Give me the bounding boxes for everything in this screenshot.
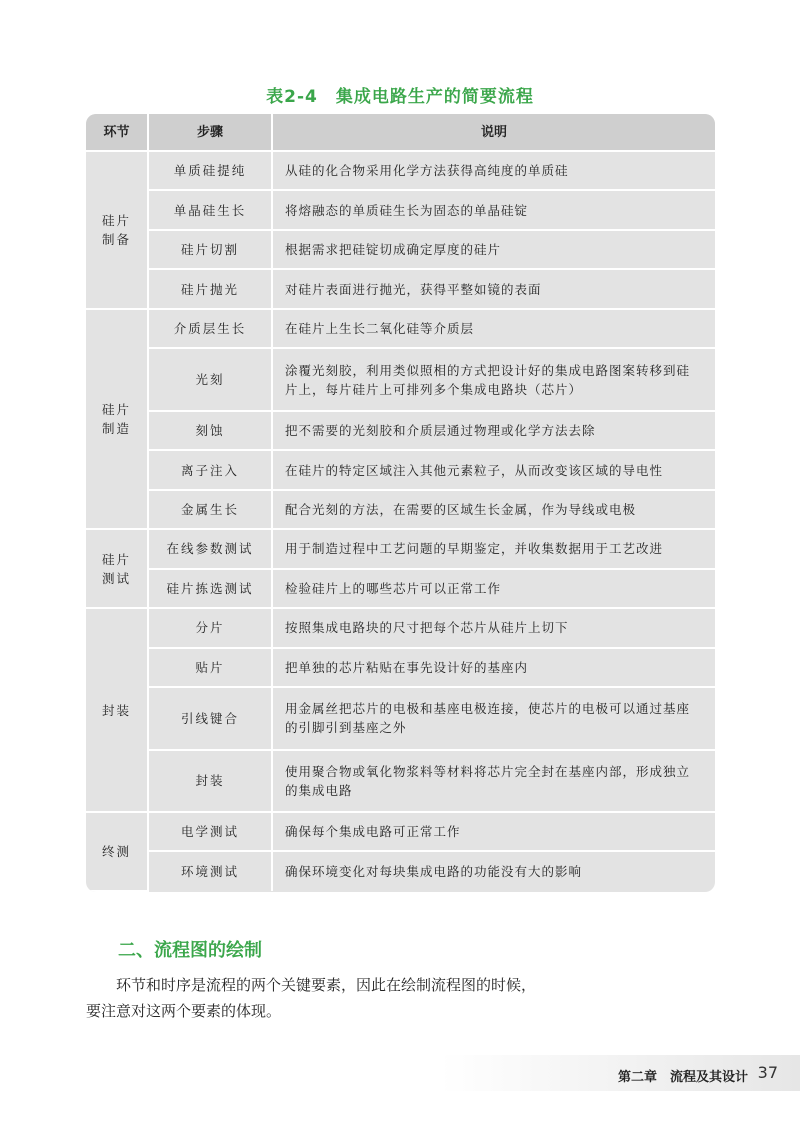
- table-row: [86, 648, 715, 687]
- description-cell: 按照集成电路块的尺寸把每个芯片从硅片上切下: [272, 608, 715, 647]
- table-row: [86, 190, 715, 229]
- stage-cell: 终测: [86, 812, 148, 891]
- step-cell: 单质硅提纯: [148, 151, 272, 190]
- stage-cell: 硅片 测试: [86, 529, 148, 608]
- description-cell: 在硅片的特定区域注入其他元素粒子，从而改变该区域的导电性: [272, 450, 715, 489]
- stage-cell: 封装: [86, 608, 148, 812]
- step-cell: 在线参数测试: [148, 529, 272, 568]
- header-step: 步骤: [148, 114, 272, 151]
- step-cell: 硅片切割: [148, 230, 272, 269]
- paragraph-line-1: 环节和时序是流程的两个关键要素，因此在绘制流程图的时候，: [116, 976, 537, 994]
- footer-chapter: 第二章 流程及其设计: [617, 1070, 748, 1085]
- step-cell: 单晶硅生长: [148, 190, 272, 229]
- description-cell: 使用聚合物或氧化物浆料等材料将芯片完全封在基座内部，形成独立的集成电路: [272, 750, 715, 812]
- description-cell: 涂覆光刻胶，利用类似照相的方式把设计好的集成电路图案转移到硅片上，每片硅片上可排列多个集成电路块（芯片）: [272, 348, 715, 410]
- header-stage: 环节: [86, 114, 148, 151]
- table-header-row: [86, 114, 715, 151]
- description-cell: 用于制造过程中工艺问题的早期鉴定，并收集数据用于工艺改进: [272, 529, 715, 568]
- description-cell: 确保每个集成电路可正常工作: [272, 812, 715, 851]
- table-row: [86, 450, 715, 489]
- body-paragraph: [86, 972, 586, 1024]
- description-cell: 将熔融态的单质硅生长为固态的单晶硅锭: [272, 190, 715, 229]
- description-cell: 配合光刻的方法，在需要的区域生长金属，作为导线或电极: [272, 490, 715, 529]
- step-cell: 刻蚀: [148, 411, 272, 450]
- step-cell: 硅片拣选测试: [148, 569, 272, 608]
- table-row: [86, 411, 715, 450]
- description-cell: 在硅片上生长二氧化硅等介质层: [272, 309, 715, 348]
- table-row: [86, 687, 715, 749]
- header-description: 说明: [272, 114, 715, 151]
- step-cell: 光刻: [148, 348, 272, 410]
- step-cell: 封装: [148, 750, 272, 812]
- table-row: [86, 230, 715, 269]
- description-cell: 检验硅片上的哪些芯片可以正常工作: [272, 569, 715, 608]
- table-title: 表2-4 集成电路生产的简要流程: [266, 87, 534, 107]
- table-row: [86, 812, 715, 851]
- description-cell: 确保环境变化对每块集成电路的功能没有大的影响: [272, 851, 715, 891]
- table-row: [86, 151, 715, 190]
- process-table: [86, 114, 715, 892]
- table-row: [86, 608, 715, 647]
- paragraph-line-2: 要注意对这两个要素的体现。: [86, 1002, 282, 1020]
- description-cell: 从硅的化合物采用化学方法获得高纯度的单质硅: [272, 151, 715, 190]
- description-cell: 用金属丝把芯片的电极和基座电极连接，使芯片的电极可以通过基座的引脚引到基座之外: [272, 687, 715, 749]
- step-cell: 介质层生长: [148, 309, 272, 348]
- step-cell: 贴片: [148, 648, 272, 687]
- step-cell: 离子注入: [148, 450, 272, 489]
- description-cell: 根据需求把硅锭切成确定厚度的硅片: [272, 230, 715, 269]
- description-cell: 把单独的芯片粘贴在事先设计好的基座内: [272, 648, 715, 687]
- table-body: [86, 151, 715, 891]
- step-cell: 硅片抛光: [148, 269, 272, 308]
- step-cell: 金属生长: [148, 490, 272, 529]
- step-cell: 分片: [148, 608, 272, 647]
- step-cell: 电学测试: [148, 812, 272, 851]
- table-row: [86, 750, 715, 812]
- description-cell: 对硅片表面进行抛光，获得平整如镜的表面: [272, 269, 715, 308]
- table-row: [86, 309, 715, 348]
- section-heading: 二、流程图的绘制: [118, 940, 262, 961]
- table-row: [86, 348, 715, 410]
- table-row: [86, 851, 715, 891]
- process-table-container: [86, 114, 715, 892]
- description-cell: 把不需要的光刻胶和介质层通过物理或化学方法去除: [272, 411, 715, 450]
- table-row: [86, 269, 715, 308]
- table-row: [86, 490, 715, 529]
- stage-cell: 硅片 制造: [86, 309, 148, 529]
- step-cell: 环境测试: [148, 851, 272, 891]
- table-row: [86, 569, 715, 608]
- page-number: 37: [757, 1063, 778, 1082]
- step-cell: 引线键合: [148, 687, 272, 749]
- table-row: [86, 529, 715, 568]
- stage-cell: 硅片 制备: [86, 151, 148, 309]
